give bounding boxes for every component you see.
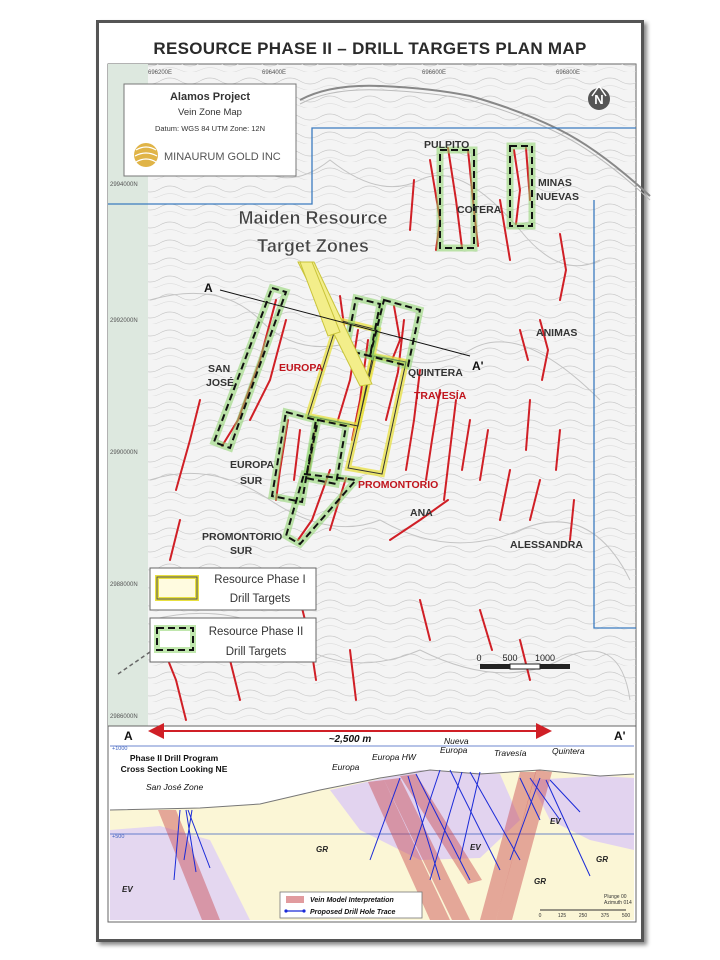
azimuth-label: Azimuth 014: [604, 900, 632, 906]
info-box: [124, 84, 296, 176]
unit-label-gr: GR: [534, 877, 546, 886]
zone-label-europa-sur: EUROPA: [230, 459, 275, 471]
zone-label-alessandra: ALESSANDRA: [510, 539, 583, 551]
vein-label-travesia: Travesía: [494, 748, 527, 758]
northing-label: 2986000N: [110, 714, 138, 720]
section-title-line2: Cross Section Looking NE: [120, 764, 228, 774]
vein-label-nueva: Nueva: [444, 736, 469, 746]
vein-label-europa-hw: Europa HW: [372, 752, 416, 762]
section-title-line1: Phase II Drill Program: [129, 753, 219, 763]
project-subtitle: Vein Zone Map: [178, 107, 242, 118]
northing-label: 2988000N: [110, 582, 138, 588]
section-distance: ~2,500 m: [328, 734, 372, 745]
datum-text: Datum: WGS 84 UTM Zone: 12N: [154, 124, 266, 133]
vein-label-san-jose: San José Zone: [146, 782, 204, 792]
zone-label-minas: MINAS: [538, 177, 572, 189]
scale-label: 0: [476, 653, 482, 663]
elevation-label: +1000: [112, 746, 128, 752]
vein-label-europa: Europa: [332, 762, 360, 772]
zone-label-promontorio-sur: PROMONTORIO: [202, 531, 283, 543]
company-name: MINAURUM GOLD INC: [164, 151, 281, 163]
section-legend-drill: Proposed Drill Hole Trace: [310, 909, 396, 916]
zone-label-europa-sur: SUR: [240, 475, 263, 487]
zone-label-animas: ANIMAS: [536, 327, 578, 339]
easting-label: 696600E: [422, 70, 447, 76]
section-legend-vein: Vein Model Interpretation: [310, 897, 394, 904]
zone-label-promontorio-sur: SUR: [230, 545, 253, 557]
unit-label-gr: GR: [316, 845, 328, 854]
zone-label-travesia: TRAVESÍA: [414, 390, 467, 402]
zone-label-pulpito: PULPITO: [424, 139, 470, 151]
zone-label-san: SAN: [208, 363, 231, 375]
annotation-line1: Maiden Resource: [238, 208, 388, 228]
project-name: Alamos Project: [169, 91, 251, 103]
northing-label: 2992000N: [110, 318, 138, 324]
unit-label-gr: GR: [596, 855, 608, 864]
legend-phase1-label: Drill Targets: [229, 593, 291, 605]
zone-label-quintera: QUINTERA: [408, 367, 463, 379]
unit-label-ev: EV: [470, 843, 481, 852]
vein-label-nueva-europa: Europa: [440, 745, 468, 755]
elevation-label: +500: [112, 834, 125, 840]
zone-label-ana: ANA: [410, 507, 433, 519]
company-logo-icon: [134, 143, 158, 167]
section-scale-label: 0: [538, 913, 542, 919]
section-start-label: A: [204, 281, 213, 295]
zone-label-cotera: COTERA: [457, 204, 502, 216]
scale-label: 500: [502, 653, 518, 663]
zone-label-nuevas: NUEVAS: [536, 191, 579, 203]
unit-label-ev: EV: [550, 817, 561, 826]
easting-label: 696800E: [556, 70, 581, 76]
section-end-label: A': [472, 359, 484, 373]
northing-label: 2990000N: [110, 450, 138, 456]
zone-label-europa: EUROPA: [279, 362, 324, 374]
zone-label-promontorio: PROMONTORIO: [358, 479, 439, 491]
section-scale-label: 375: [600, 913, 610, 919]
section-scale-label: 125: [557, 913, 567, 919]
easting-label: 696400E: [262, 70, 287, 76]
legend-phase1-label: Resource Phase I: [214, 574, 306, 586]
vein-label-quintera: Quintera: [552, 746, 585, 756]
zone-label-jose: JOSÉ: [206, 377, 235, 389]
section-scale-label: 250: [578, 913, 588, 919]
scale-label: 1000: [534, 653, 556, 663]
annotation-line2: Target Zones: [257, 236, 369, 256]
plunge-label: Plunge 00: [604, 894, 627, 900]
legend-phase2-label: Resource Phase II: [208, 626, 304, 638]
section-label-a: A: [124, 729, 133, 743]
section-label-a-prime: A': [614, 729, 626, 743]
unit-label-ev: EV: [122, 885, 133, 894]
map-title: RESOURCE PHASE II – DRILL TARGETS PLAN MAP: [153, 39, 587, 58]
svg-text:N: N: [594, 92, 604, 107]
easting-label: 696200E: [148, 70, 173, 76]
northing-label: 2994000N: [110, 182, 138, 188]
section-scale-label: 500: [621, 913, 631, 919]
cross-section: [108, 726, 636, 922]
legend-phase2-label: Drill Targets: [225, 646, 287, 658]
